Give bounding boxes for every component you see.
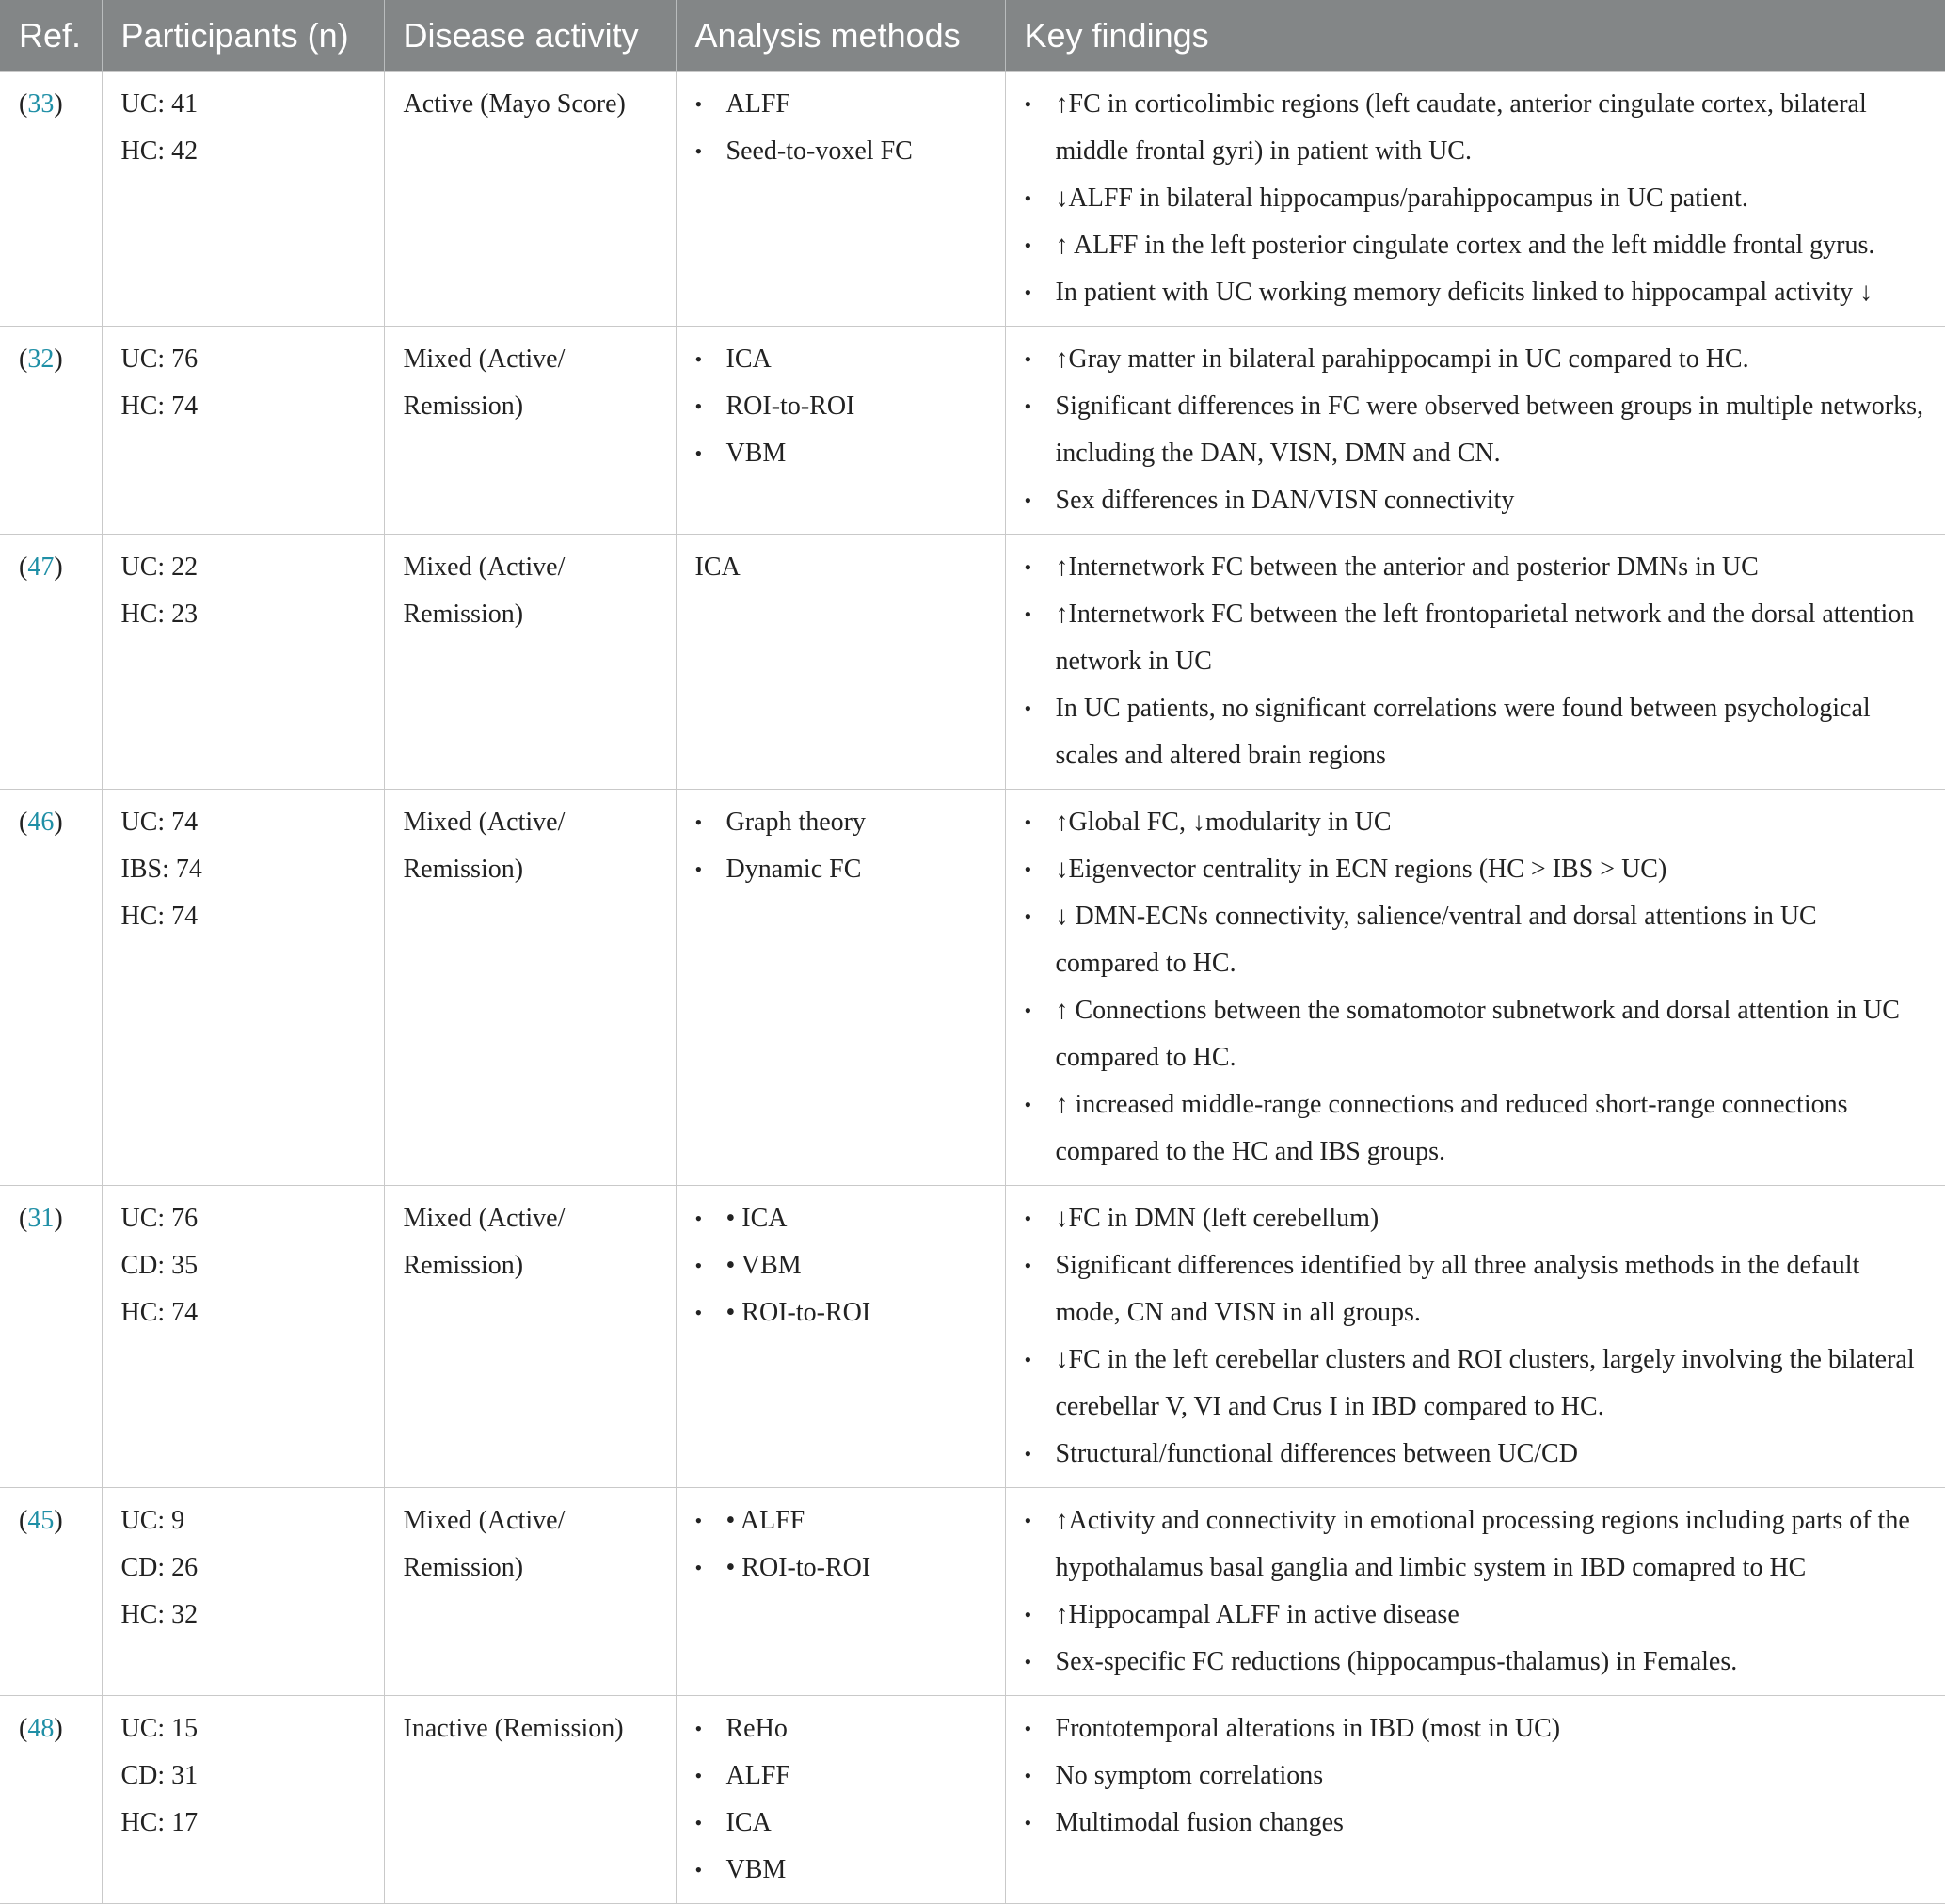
method-item: • ICA (695, 1800, 986, 1847)
header-analysis-methods: Analysis methods (676, 0, 1005, 72)
participants-cell (102, 1488, 384, 1696)
finding-item: • In UC patients, no significant correlations were found between psychological scales and altered brain regions (1025, 685, 1927, 779)
findings-list (1025, 544, 1927, 779)
key-findings-cell (1005, 535, 1945, 790)
finding-item: • ↓Eigenvector centrality in ECN regions (HC > IBS > UC) (1025, 846, 1927, 893)
method-item: • Dynamic FC (695, 846, 986, 893)
findings-list (1025, 1705, 1927, 1847)
finding-item: • No symptom correlations (1025, 1752, 1927, 1800)
reference-link[interactable]: 31 (27, 1204, 55, 1233)
method-item: • • ALFF (695, 1497, 986, 1544)
disease-activity-cell (384, 1696, 676, 1904)
participant-count: UC: 76 (120, 344, 199, 374)
participant-count: CD: 35 (120, 1251, 199, 1280)
analysis-methods-cell (676, 327, 1005, 535)
table-row (0, 790, 1945, 1186)
ref-cell: (33) (0, 72, 102, 327)
reference-link[interactable]: 32 (27, 344, 55, 374)
method-item: • ReHo (695, 1705, 986, 1752)
disease-activity-cell (384, 1186, 676, 1488)
disease-activity-text: Remission) (403, 1251, 524, 1280)
participant-count: CD: 26 (120, 1553, 199, 1582)
finding-item: • ↑Activity and connectivity in emotional processing regions including parts of the hypothalamus basal ganglia and limbic system in IBD comapred to HC (1025, 1497, 1927, 1592)
analysis-methods-cell (676, 1488, 1005, 1696)
table-row (0, 1186, 1945, 1488)
finding-item: • Sex-specific FC reductions (hippocampus-thalamus) in Females. (1025, 1639, 1927, 1686)
finding-item: • ↑Hippocampal ALFF in active disease (1025, 1592, 1927, 1639)
method-item: • • VBM (695, 1242, 986, 1289)
finding-item: • Sex differences in DAN/VISN connectivity (1025, 477, 1927, 524)
disease-activity-text: Remission) (403, 855, 524, 884)
analysis-methods-cell (676, 72, 1005, 327)
participant-count: UC: 15 (120, 1714, 199, 1743)
finding-item: • ↑ ALFF in the left posterior cingulate cortex and the left middle frontal gyrus. (1025, 222, 1927, 269)
finding-item: • ↑ Connections between the somatomotor subnetwork and dorsal attention in UC compared to HC. (1025, 987, 1927, 1081)
finding-item: • ↑ increased middle-range connections and reduced short-range connections compared to the HC and IBS groups. (1025, 1081, 1927, 1176)
key-findings-cell (1005, 790, 1945, 1186)
analysis-methods-cell (676, 1696, 1005, 1904)
participants-cell (102, 1186, 384, 1488)
finding-item: • ↑Global FC, ↓modularity in UC (1025, 799, 1927, 846)
findings-list (1025, 336, 1927, 524)
participant-count: HC: 74 (120, 1298, 199, 1327)
disease-activity-cell (384, 790, 676, 1186)
table-row (0, 535, 1945, 790)
disease-activity-text: Remission) (403, 392, 524, 421)
finding-item: • Significant differences identified by all three analysis methods in the default mode, CN and VISN in all groups. (1025, 1242, 1927, 1336)
key-findings-cell (1005, 1488, 1945, 1696)
method-item: • • ICA (695, 1195, 986, 1242)
methods-list (695, 336, 986, 477)
analysis-methods-cell (676, 535, 1005, 790)
header-participants: Participants (n) (102, 0, 384, 72)
method-item: • Seed-to-voxel FC (695, 128, 986, 175)
participants-cell (102, 72, 384, 327)
participant-count: CD: 31 (120, 1761, 199, 1790)
table-row (0, 1488, 1945, 1696)
disease-activity-cell (384, 327, 676, 535)
ref-cell: (46) (0, 790, 102, 1186)
finding-item: • ↓ DMN-ECNs connectivity, salience/ventral and dorsal attentions in UC compared to HC. (1025, 893, 1927, 987)
finding-item: • ↓ALFF in bilateral hippocampus/parahippocampus in UC patient. (1025, 175, 1927, 222)
participant-count: HC: 42 (120, 136, 199, 166)
disease-activity-cell (384, 535, 676, 790)
methods-list (695, 1497, 986, 1592)
participant-count: UC: 22 (120, 552, 199, 582)
participant-count: IBS: 74 (120, 855, 202, 884)
disease-activity-text: Mixed (Active/ (403, 1506, 566, 1535)
reference-link[interactable]: 33 (27, 89, 55, 119)
finding-item: • ↑FC in corticolimbic regions (left caudate, anterior cingulate cortex, bilateral middle frontal gyri) in patient with UC. (1025, 81, 1927, 175)
method-item: • ALFF (695, 1752, 986, 1800)
method-item: • VBM (695, 1847, 986, 1894)
participants-cell (102, 327, 384, 535)
ref-cell: (47) (0, 535, 102, 790)
analysis-methods-cell (676, 790, 1005, 1186)
disease-activity-text: Remission) (403, 1553, 524, 1582)
reference-link[interactable]: 46 (27, 808, 55, 837)
header-row (0, 0, 1945, 72)
disease-activity-text: Mixed (Active/ (403, 344, 566, 374)
finding-item: • Structural/functional differences between UC/CD (1025, 1431, 1927, 1478)
disease-activity-cell (384, 1488, 676, 1696)
disease-activity-text: Mixed (Active/ (403, 1204, 566, 1233)
header-ref: Ref. (0, 0, 102, 72)
findings-list (1025, 1497, 1927, 1686)
table-row (0, 1696, 1945, 1904)
ref-cell: (45) (0, 1488, 102, 1696)
key-findings-cell (1005, 1696, 1945, 1904)
disease-activity-text: Mixed (Active/ (403, 552, 566, 582)
method-item: • ICA (695, 336, 986, 383)
key-findings-cell (1005, 1186, 1945, 1488)
method-item: • • ROI-to-ROI (695, 1289, 986, 1336)
finding-item: • In patient with UC working memory deficits linked to hippocampal activity ↓ (1025, 269, 1927, 316)
participant-count: UC: 74 (120, 808, 199, 837)
finding-item: • ↓FC in the left cerebellar clusters and ROI clusters, largely involving the bilateral cerebellar V, VI and Crus I in IBD compared to HC. (1025, 1336, 1927, 1431)
method-item: • ROI-to-ROI (695, 383, 986, 430)
participant-count: HC: 17 (120, 1808, 199, 1837)
findings-list (1025, 799, 1927, 1176)
method-item: • • ROI-to-ROI (695, 1544, 986, 1592)
header-key-findings: Key findings (1005, 0, 1945, 72)
method-item: • Graph theory (695, 799, 986, 846)
findings-list (1025, 81, 1927, 316)
participants-cell (102, 535, 384, 790)
header-disease-activity: Disease activity (384, 0, 676, 72)
methods-list (695, 1195, 986, 1336)
reference-link[interactable]: 47 (27, 552, 55, 582)
participant-count: HC: 74 (120, 902, 199, 931)
key-findings-cell (1005, 327, 1945, 535)
disease-activity-text: Remission) (403, 600, 524, 629)
methods-list (695, 799, 986, 893)
participant-count: UC: 76 (120, 1204, 199, 1233)
disease-activity-text: Mixed (Active/ (403, 808, 566, 837)
participant-count: HC: 23 (120, 600, 199, 629)
findings-list (1025, 1195, 1927, 1478)
table-row (0, 72, 1945, 327)
method-item: • ALFF (695, 81, 986, 128)
participant-count: HC: 32 (120, 1600, 199, 1629)
key-findings-cell (1005, 72, 1945, 327)
methods-list (695, 1705, 986, 1894)
reference-link[interactable]: 48 (27, 1714, 55, 1743)
ref-cell: (31) (0, 1186, 102, 1488)
participants-cell (102, 790, 384, 1186)
disease-activity-text: Active (Mayo Score) (403, 89, 626, 119)
participant-count: HC: 74 (120, 392, 199, 421)
methods-list (695, 81, 986, 175)
finding-item: • ↑Gray matter in bilateral parahippocampi in UC compared to HC. (1025, 336, 1927, 383)
ref-cell: (32) (0, 327, 102, 535)
participant-count: UC: 9 (120, 1506, 185, 1535)
finding-item: • ↑Internetwork FC between the left frontoparietal network and the dorsal attention network in UC (1025, 591, 1927, 685)
finding-item: • ↑Internetwork FC between the anterior and posterior DMNs in UC (1025, 544, 1927, 591)
reference-link[interactable]: 45 (27, 1506, 55, 1535)
finding-item: • Significant differences in FC were observed between groups in multiple networks, including the DAN, VISN, DMN and CN. (1025, 383, 1927, 477)
method-item: • VBM (695, 430, 986, 477)
disease-activity-cell (384, 72, 676, 327)
finding-item: • Frontotemporal alterations in IBD (most in UC) (1025, 1705, 1927, 1752)
ref-cell: (48) (0, 1696, 102, 1904)
analysis-methods-cell (676, 1186, 1005, 1488)
finding-item: • ↓FC in DMN (left cerebellum) (1025, 1195, 1927, 1242)
method-text: ICA (694, 552, 741, 582)
disease-activity-text: Inactive (Remission) (403, 1714, 624, 1743)
table-row (0, 327, 1945, 535)
participant-count: UC: 41 (120, 89, 199, 119)
participants-cell (102, 1696, 384, 1904)
finding-item: • Multimodal fusion changes (1025, 1800, 1927, 1847)
